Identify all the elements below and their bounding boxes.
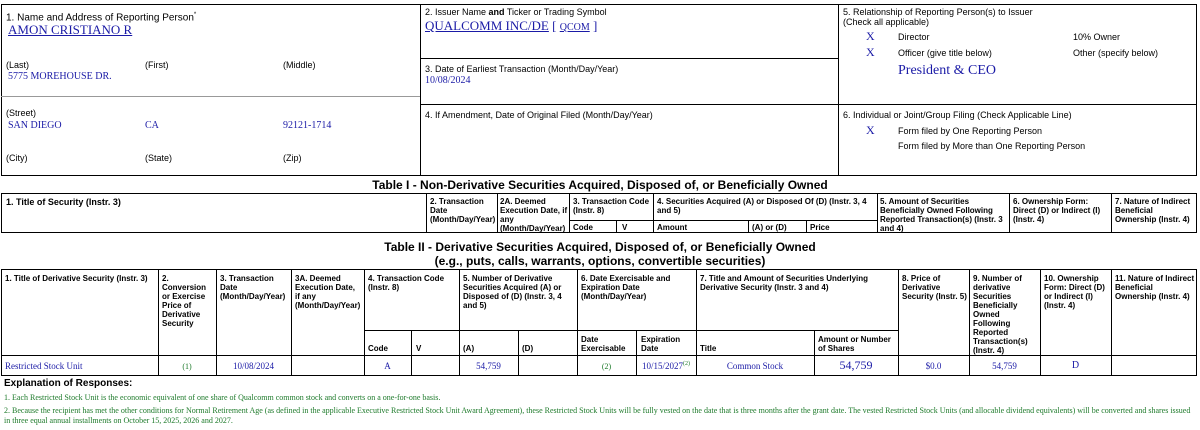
row-ownership-form: D bbox=[1071, 360, 1080, 371]
row-acquired: 54,759 bbox=[476, 361, 501, 371]
t2-col3a: 3A. Deemed Execution Date, if any (Month/Day/Year) bbox=[295, 274, 361, 310]
t2-col6: 6. Date Exercisable and Expiration Date (Month/Day/Year) bbox=[581, 274, 671, 301]
footnote-1: 1. Each Restricted Stock Unit is the economic equivalent of one share of Qualcomm common stock and converts on a one-for-one basis. bbox=[4, 393, 441, 402]
box4-label: 4. If Amendment, Date of Original Filed (Month/Day/Year) bbox=[425, 110, 653, 120]
t2-sub-code: Code bbox=[368, 344, 388, 353]
reporting-person-name-link[interactable]: AMON CRISTIANO R bbox=[8, 22, 133, 37]
t1-col6: 6. Ownership Form: Direct (D) or Indirect (I) (Instr. 4) bbox=[1013, 197, 1101, 224]
box3-label: 3. Date of Earliest Transaction (Month/Day/Year) bbox=[425, 64, 619, 74]
zip-value: 92121-1714 bbox=[283, 120, 332, 131]
officer-check: X bbox=[866, 45, 875, 59]
t2-col7: 7. Title and Amount of Securities Underlying Derivative Security (Instr. 3 and 4) bbox=[700, 274, 869, 292]
box1-label: 1. Name and Address of Reporting Person* bbox=[6, 12, 197, 24]
officer-title: President & CEO bbox=[898, 63, 996, 78]
t2-col3: 3. Transaction Date (Month/Day/Year) bbox=[220, 274, 286, 301]
t2-col11: 11. Nature of Indirect Beneficial Ownership (Instr. 4) bbox=[1115, 274, 1195, 301]
box5-label-2: (Check all applicable) bbox=[843, 17, 930, 27]
t2-sub-amount: Amount or Number of Shares bbox=[818, 335, 891, 353]
row-owned: 54,759 bbox=[992, 361, 1017, 371]
table-one-title: Table I - Non-Derivative Securities Acquired, Disposed of, or Beneficially Owned bbox=[372, 178, 828, 192]
one-person-check: X bbox=[866, 123, 875, 137]
middle-label: (Middle) bbox=[283, 60, 316, 70]
state-label: (State) bbox=[145, 153, 173, 163]
officer-label: Officer (give title below) bbox=[898, 48, 992, 58]
row-title: Restricted Stock Unit bbox=[5, 361, 83, 371]
row-price: $0.0 bbox=[925, 361, 942, 371]
earliest-transaction-date: 10/08/2024 bbox=[425, 75, 471, 86]
multi-person-label: Form filed by More than One Reporting Person bbox=[898, 141, 1086, 151]
t1-col3: 3. Transaction Code (Instr. 8) bbox=[573, 197, 650, 215]
t1-col2a: 2A. Deemed Execution Date, if any (Month/Day/Year) bbox=[500, 197, 568, 233]
t2-sub-title: Title bbox=[700, 344, 717, 353]
t1-sub-price: Price bbox=[810, 223, 830, 232]
t2-sub-a: (A) bbox=[463, 344, 475, 353]
t1-sub-code: Code bbox=[573, 223, 593, 232]
table-two-title: Table II - Derivative Securities Acquired, Disposed of, or Beneficially Owned bbox=[384, 240, 816, 254]
city-label: (City) bbox=[6, 153, 28, 163]
director-label: Director bbox=[898, 32, 930, 42]
ticker-link[interactable]: QCOM bbox=[559, 22, 590, 33]
t1-col2: 2. Transaction Date (Month/Day/Year) bbox=[430, 197, 496, 224]
t1-col5: 5. Amount of Securities Beneficially Owned Following Reported Transaction(s) (Instr. 3 and 4) bbox=[880, 197, 1003, 233]
t2-sub-d: (D) bbox=[522, 344, 534, 353]
state-value: CA bbox=[145, 120, 159, 131]
box6-label: 6. Individual or Joint/Group Filing (Check Applicable Line) bbox=[843, 110, 1072, 120]
row-conversion-footnote: (1) bbox=[182, 362, 192, 371]
t2-col5: 5. Number of Derivative Securities Acquired (A) or Disposed of (D) (Instr. 3, 4 and 5) bbox=[463, 274, 562, 310]
row-transaction-date: 10/08/2024 bbox=[232, 361, 274, 371]
footnote-2: 2. Because the recipient has met the other conditions for Normal Retirement Age (as defined in the applicable Executive Restricted Stock Unit Award Agreement), these Restricted Stock Units will be fully vested on the date that is three months after the grant date. The vested Restricted Stock Units (and allocable dividend equivalents) will be converted and shares issued in three equal annual installments on October 15, 2025, 2026 and 2027. bbox=[4, 406, 1191, 425]
street-label: (Street) bbox=[6, 108, 37, 118]
t1-sub-aord: (A) or (D) bbox=[752, 223, 787, 232]
t1-sub-v: V bbox=[622, 223, 628, 232]
t2-col1: 1. Title of Derivative Security (Instr. 3) bbox=[5, 274, 148, 283]
ten-percent-owner-label: 10% Owner bbox=[1073, 32, 1121, 42]
issuer-line: QUALCOMM INC/DE [ QCOM ] bbox=[425, 18, 598, 33]
t1-sub-amount: Amount bbox=[657, 223, 688, 232]
t2-sub-v: V bbox=[416, 344, 422, 353]
last-label: (Last) bbox=[6, 60, 30, 70]
t1-col1: 1. Title of Security (Instr. 3) bbox=[6, 197, 121, 207]
box5-label-1: 5. Relationship of Reporting Person(s) to Issuer bbox=[843, 7, 1033, 17]
first-label: (First) bbox=[145, 60, 169, 70]
street-value: 5775 MOREHOUSE DR. bbox=[8, 71, 112, 82]
zip-label: (Zip) bbox=[283, 153, 302, 163]
row-exercisable-footnote: (2) bbox=[601, 362, 612, 371]
row-expiration: 10/15/2027$^{(2)}$ bbox=[641, 361, 690, 371]
box2-label: 2. Issuer Name and Ticker or Trading Symbol bbox=[425, 7, 607, 17]
row-underlying-title: Common Stock bbox=[726, 361, 784, 371]
one-person-label: Form filed by One Reporting Person bbox=[898, 126, 1043, 136]
t1-col7: 7. Nature of Indirect Beneficial Ownership (Instr. 4) bbox=[1115, 197, 1191, 224]
issuer-name-link[interactable]: QUALCOMM INC/DE bbox=[425, 18, 549, 33]
t2-col9: 9. Number of derivative Securities Beneficially Owned Following Reported Transaction(s) (Instr. 4) bbox=[973, 274, 1028, 355]
row-code: A bbox=[384, 361, 391, 371]
row-underlying-amount: 54,759 bbox=[839, 358, 873, 372]
t2-col2: 2. Conversion or Exercise Price of Derivative Security bbox=[162, 274, 207, 328]
director-check: X bbox=[866, 29, 875, 43]
t2-col4: 4. Transaction Code (Instr. 8) bbox=[368, 274, 445, 292]
table-two-subtitle: (e.g., puts, calls, warrants, options, convertible securities) bbox=[434, 254, 766, 268]
t2-sub-exercisable: Date Exercisable bbox=[581, 335, 626, 353]
explanation-heading: Explanation of Responses: bbox=[4, 378, 133, 389]
t2-col8: 8. Price of Derivative Security (Instr. 5) bbox=[902, 274, 967, 301]
t2-sub-expiration: Expiration Date bbox=[641, 335, 681, 353]
other-label: Other (specify below) bbox=[1073, 48, 1159, 58]
t1-col4: 4. Securities Acquired (A) or Disposed Of (D) (Instr. 3, 4 and 5) bbox=[657, 197, 867, 215]
city-value: SAN DIEGO bbox=[8, 120, 62, 131]
t2-col10: 10. Ownership Form: Direct (D) or Indirect (I) (Instr. 4) bbox=[1044, 274, 1105, 310]
